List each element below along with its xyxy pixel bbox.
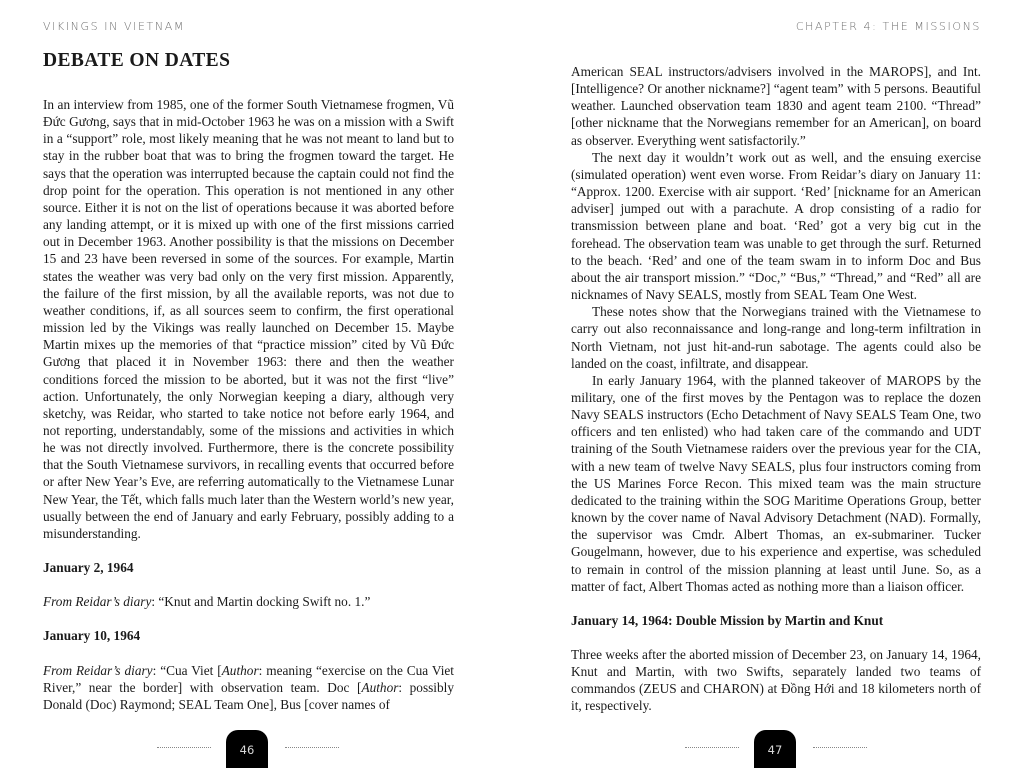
dotted-rule <box>685 747 739 748</box>
diary-text: : “Cua Viet [ <box>152 662 222 678</box>
section-title: DEBATE ON DATES <box>43 50 231 71</box>
dotted-rule <box>285 747 339 748</box>
diary-text: : “Knut and Martin docking Swift no. 1.” <box>151 594 371 610</box>
subheading-jan-14: January 14, 1964: Double Mission by Martin and Knut <box>571 612 884 628</box>
author-label: Author <box>361 679 399 695</box>
running-head-book-title: VIKINGS IN VIETNAM <box>43 20 185 33</box>
page-number-tab: 47 <box>754 730 796 768</box>
diary-label: From Reidar’s diary <box>43 594 152 610</box>
paragraph: In an interview from 1985, one of the former South Vietnamese frogmen, Vũ Đức Gương, says that in mid-October 1963 he was on a mission with a Swift in a “support” role, most likely meaning that he was not meant to land but to stay in the rubber boat that was to bring the frogmen toward the target. He says that the operation was interrupted because the captain could not find the drop point for the operation. This operation is not mentioned in any other source. Either it is not on the list of operations because it was aborted before any landing attempt, or it is mixed up with one of the first missions carried out in December 1963. Another possibility is that the missions on December 15 and 23 have been reversed in some of the sources. For example, Martin states the weather was very bad only on the very first mission. Apparently, the failure of the first mission, by all the available reports, was not due to weather conditions, if, as all sources seem to confirm, the first operational mission led by the Vikings was really launched on December 15. Maybe Martin mixes up the memories of that “practice mission” cited by Vũ Đức Gương that placed it in November 1963: there and then the weather conditions forced the mission to be aborted, but it was not the first “live” action. Unfortunately, the only Norwegian keeping a diary, although very sketchy, was Reidar, who started to take notice not before early 1964, and not reporting, understandably, some of the missions and activities in which he was not directly involved. Furthermore, there is the concrete possibility that the South Vietnamese survivors, in recalling events that occurred before or after New Year’s Eve, are referring automatically to the Vietnamese Lunar New Year, the Tết, which falls much later than the Western world’s new year, usually between the end of January and early February, possibly adding to a misunderstanding. <box>43 97 454 541</box>
dotted-rule <box>157 747 211 748</box>
author-label: Author <box>221 662 259 678</box>
page-footer <box>0 728 512 768</box>
right-page-body <box>571 63 981 715</box>
paragraph: Three weeks after the aborted mission of December 23, on January 14, 1964, Knut and Martin, with two Swifts, separately landed two teams of commandos (ZEUS and CHARON) at Đồng Hới and 18 kilometers north of it, respectively. <box>571 647 981 714</box>
right-page <box>512 0 1024 768</box>
paragraph: These notes show that the Norwegians trained with the Vietnamese to carry out also reconnaissance and long-range and long-term infiltration in North Vietnam, not just hit-and-run sabotage. The agents could also be landed on the coast, infiltrate, and disappear. <box>571 304 981 371</box>
running-head-chapter: CHAPTER 4: THE MISSIONS <box>795 20 981 33</box>
subheading-jan-10: January 10, 1964 <box>43 628 141 644</box>
diary-text: : meaning “exercise on the Cua Viet River,” near the border] with observation team. Doc [ <box>43 662 454 695</box>
page-footer <box>512 728 1024 768</box>
page-number-tab: 46 <box>226 730 268 768</box>
diary-entry-jan-10 <box>43 662 454 713</box>
diary-text: : possibly Donald (Doc) Raymond; SEAL Team One], Bus [cover names of <box>43 679 454 712</box>
left-page-body <box>43 96 454 713</box>
dotted-rule <box>813 747 867 748</box>
paragraph: The next day it wouldn’t work out as well, and the ensuing exercise (simulated operation) went even worse. From Reidar’s diary on January 11: “Approx. 1200. Exercise with air support. ‘Red’ [nickname for an American adviser] jumped out with a parachute. A drop consisting of a radio for transmission between plane and boat. ‘Red’ got a very big cut in the forehead. The observation team was unable to get through the surf. Returned to the beach. ‘Red’ and one of the team swam in to inform Doc and Bus about the air transport mission.” “Doc,” “Bus,” “Thread,” and “Red” all are nicknames of Navy SEALS, mostly from SEAL Team One West. <box>571 149 981 303</box>
diary-entry-jan-2 <box>43 593 454 610</box>
subheading-jan-2: January 2, 1964 <box>43 560 134 576</box>
diary-label: From Reidar’s diary <box>43 662 153 678</box>
paragraph: American SEAL instructors/advisers involved in the MAROPS], and Int. [Intelligence? Or another nickname?] “agent team” with 5 persons. Beautiful weather. Launched observation team 1830 and agent team 2100. “Thread” [other nickname that the Norwegians remember for an American], on board as observer. Everything went satisfactorily.” <box>571 64 981 148</box>
paragraph: In early January 1964, with the planned takeover of MAROPS by the military, one of the first moves by the Pentagon was to replace the dozen Navy SEALS instructors (Echo Detachment of Navy SEALS Team One, two officers and ten enlisted) who had taken care of the commando and UDT training of the South Vietnamese raiders over the previous year for the CIA, with a new team of twelve Navy SEALS, plus four instructors coming from the US Marines Force Recon. This mixed team was the main structure dedicated to the training within the SOG Maritime Operations Group, better known by the cover name of Naval Advisory Detachment (NAD). Formally, the supervisor was Cmdr. Albert Thomas, an ex-submariner. Tucker Gougelmann, however, due to his experience and expertise, was scheduled to remain in control of the mission planning at least until June. So, as a matter of fact, Albert Thomas acted as nothing more than a liaison officer. <box>571 372 981 594</box>
left-page <box>0 0 512 768</box>
